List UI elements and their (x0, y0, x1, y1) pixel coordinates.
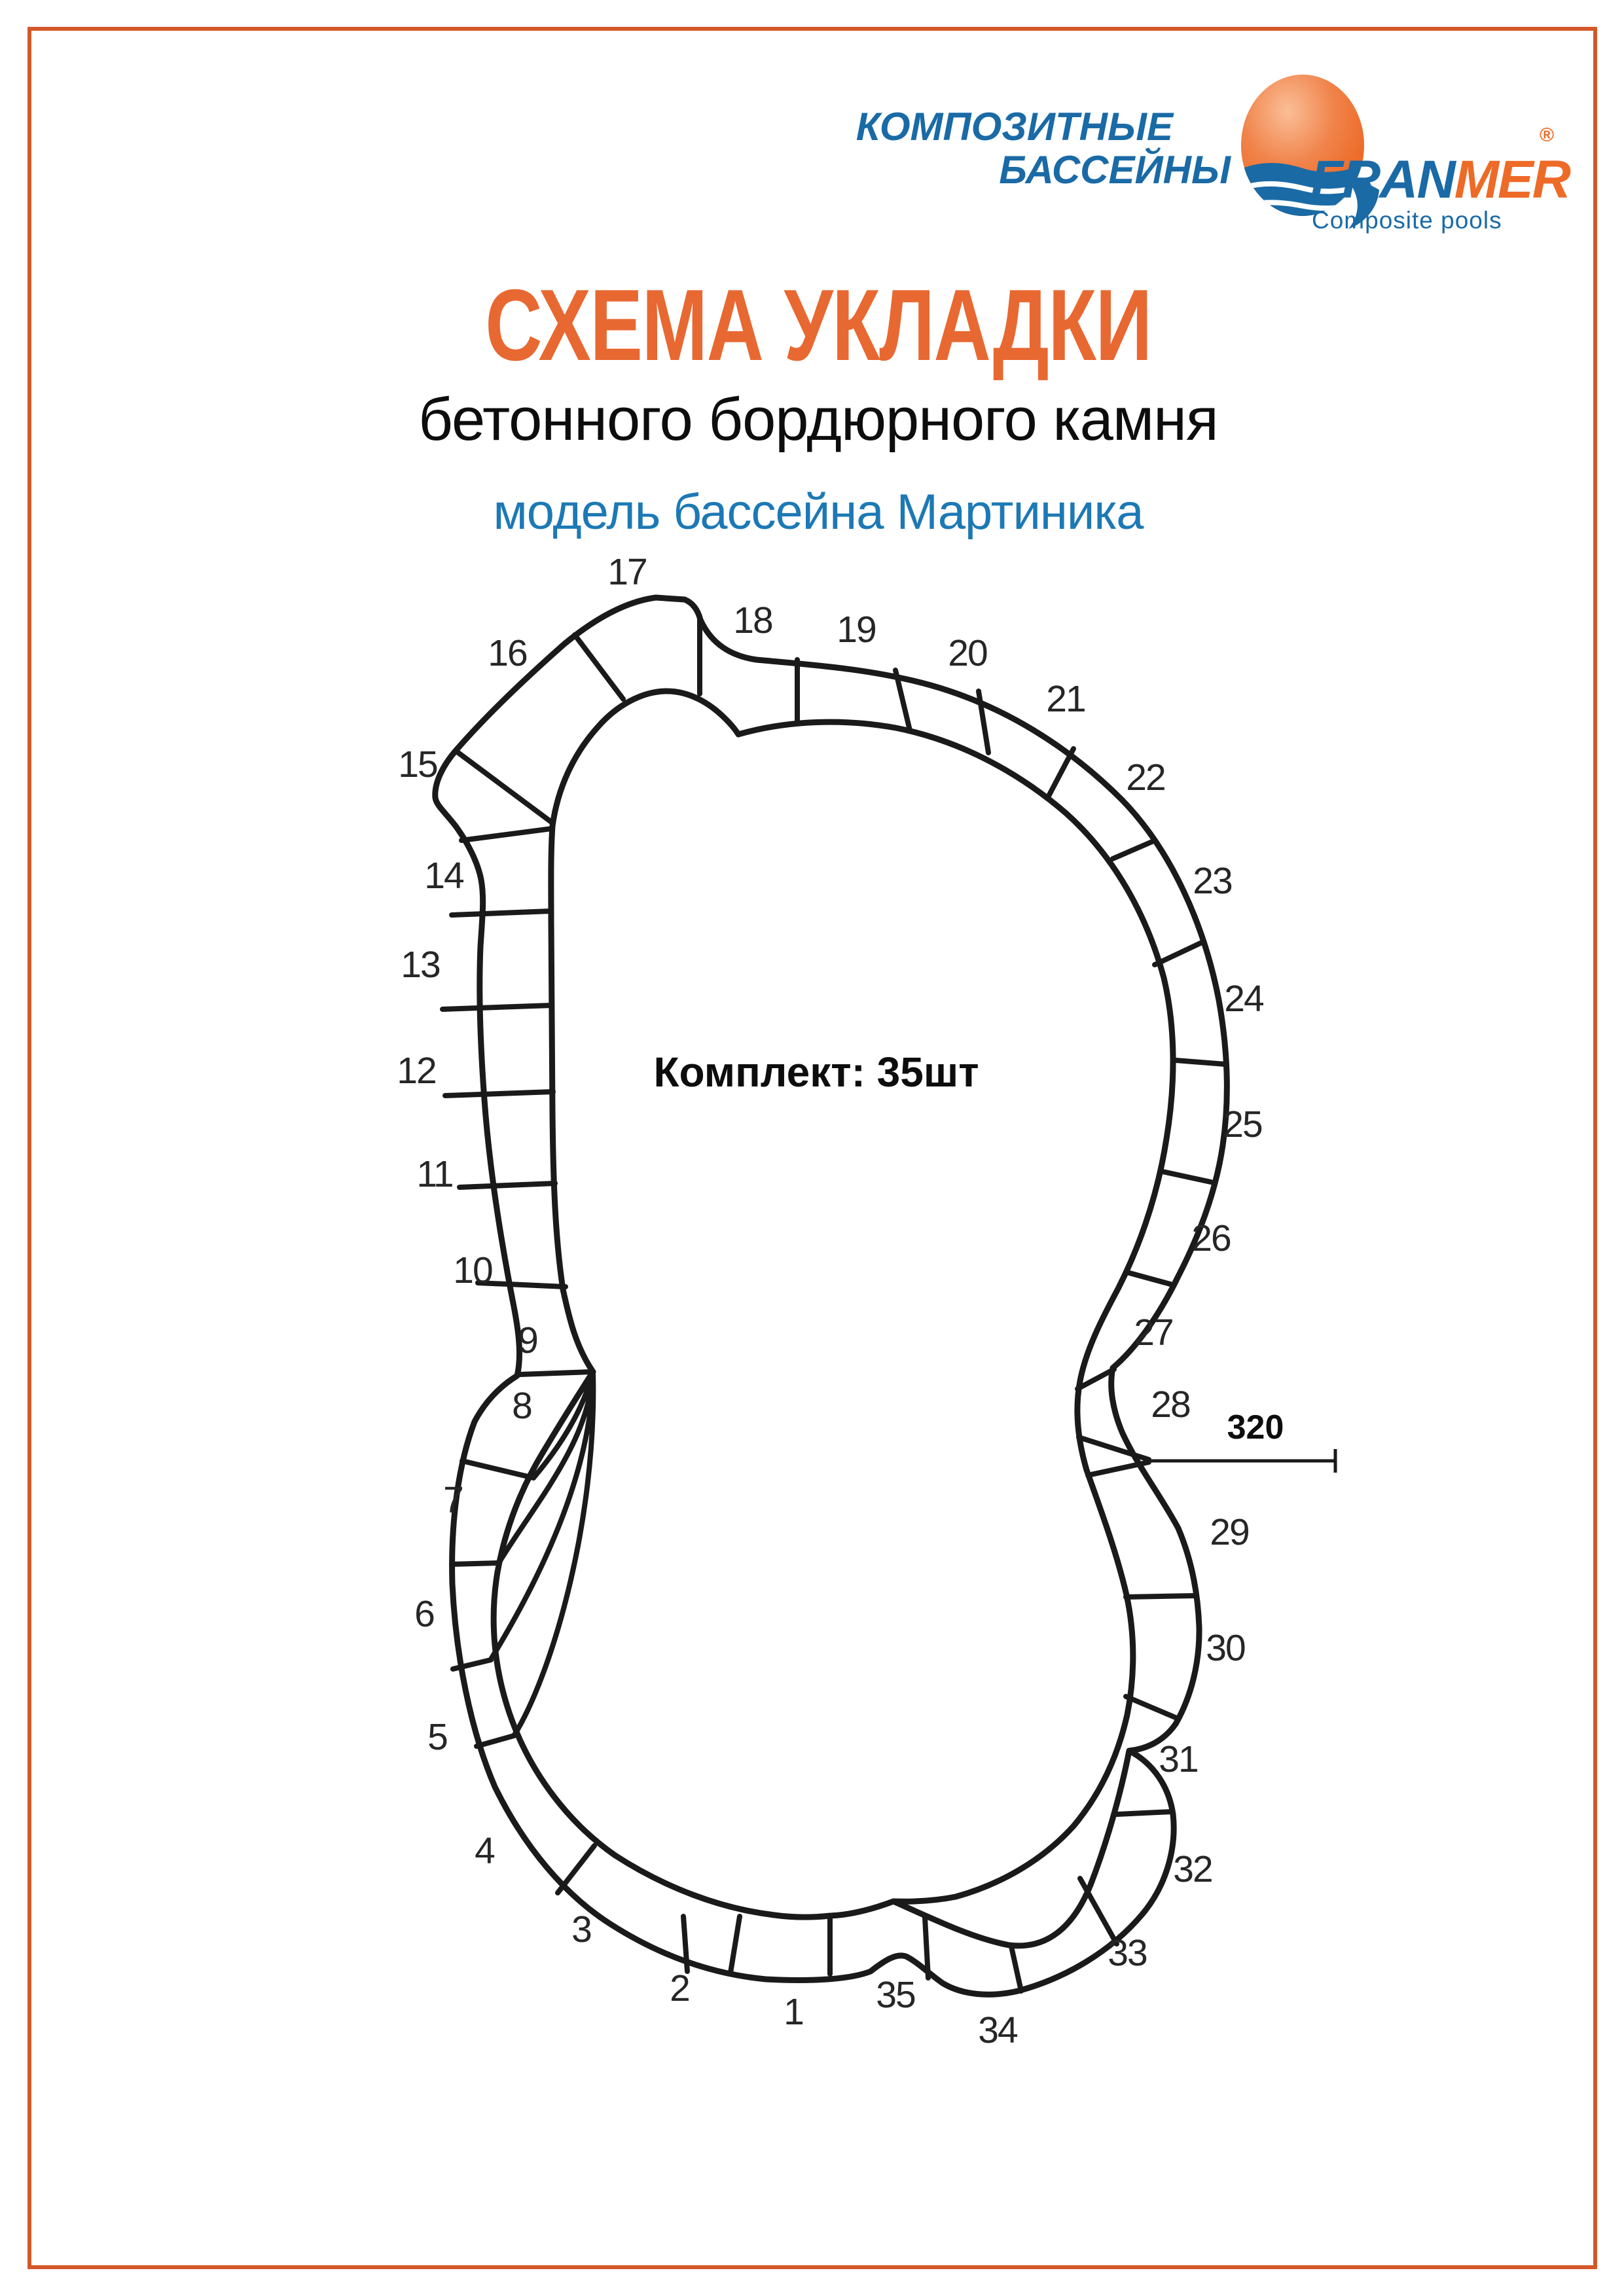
brand-text-line2: БАССЕЙНЫ (999, 148, 1231, 192)
stone-number-15: 15 (398, 744, 437, 786)
stone-number-4: 4 (475, 1830, 494, 1873)
registered-trademark-icon: ® (1540, 124, 1555, 146)
logo-word-mer: MER (1454, 150, 1570, 209)
stone-number-21: 21 (1046, 678, 1085, 721)
stone-number-8: 8 (512, 1385, 532, 1427)
header-logo (856, 75, 1571, 234)
stone-number-31: 31 (1159, 1738, 1198, 1781)
stone-number-18: 18 (733, 600, 772, 642)
pool-shell-outline (494, 691, 1173, 1917)
stone-number-17: 17 (607, 551, 647, 594)
stone-number-27: 27 (1134, 1312, 1173, 1354)
stone-number-24: 24 (1224, 978, 1263, 1020)
pool-model-label: модель бассейна Мартиника (493, 484, 1144, 540)
bench-bulge-line (893, 1751, 1129, 1946)
stone-number-10: 10 (453, 1249, 492, 1292)
stone-number-34: 34 (978, 2009, 1017, 2052)
stone-number-19: 19 (837, 609, 876, 651)
stone-number-1: 1 (784, 1991, 803, 2034)
page-subtitle: бетонного бордюрного камня (418, 386, 1218, 453)
stone-numbers (397, 551, 1264, 2051)
stone-number-32: 32 (1173, 1848, 1212, 1891)
stone-number-20: 20 (948, 632, 987, 675)
page-title: СХЕМА УКЛАДКИ (485, 268, 1151, 382)
stone-number-14: 14 (424, 855, 463, 897)
stone-number-7: 7 (443, 1479, 463, 1522)
logo-tagline: Composite pools (1312, 207, 1502, 234)
stone-number-6: 6 (414, 1593, 434, 1636)
title-block (418, 269, 1218, 540)
stone-number-16: 16 (488, 632, 527, 675)
stone-number-11: 11 (416, 1153, 453, 1196)
stone-number-9: 9 (518, 1319, 537, 1362)
stone-number-3: 3 (571, 1909, 591, 1951)
logo-word-fran: FRAN (1310, 150, 1454, 209)
stone-number-35: 35 (876, 1974, 915, 2017)
stone-number-28: 28 (1151, 1384, 1190, 1426)
stone-number-30: 30 (1206, 1627, 1245, 1670)
pool-layout-diagram (397, 551, 1335, 2051)
stone-number-22: 22 (1126, 757, 1165, 799)
stone-number-29: 29 (1210, 1511, 1249, 1554)
kit-count-label: Комплект: 35шт (653, 1049, 979, 1096)
brand-text-line1: КОМПОЗИТНЫЕ (856, 105, 1173, 149)
dimension-value: 320 (1227, 1408, 1284, 1446)
stone-number-23: 23 (1193, 860, 1232, 903)
stone-number-13: 13 (401, 944, 440, 986)
stone-number-33: 33 (1108, 1932, 1147, 1975)
stone-number-5: 5 (427, 1716, 447, 1759)
stone-number-25: 25 (1223, 1103, 1262, 1146)
stone-number-12: 12 (397, 1050, 436, 1092)
stone-number-26: 26 (1191, 1217, 1231, 1260)
fan-curved-dividers (491, 1372, 593, 1736)
stone-number-2: 2 (670, 1967, 689, 2010)
dimension-leader-line (1149, 1449, 1335, 1473)
logo-wordmark (1310, 150, 1571, 209)
